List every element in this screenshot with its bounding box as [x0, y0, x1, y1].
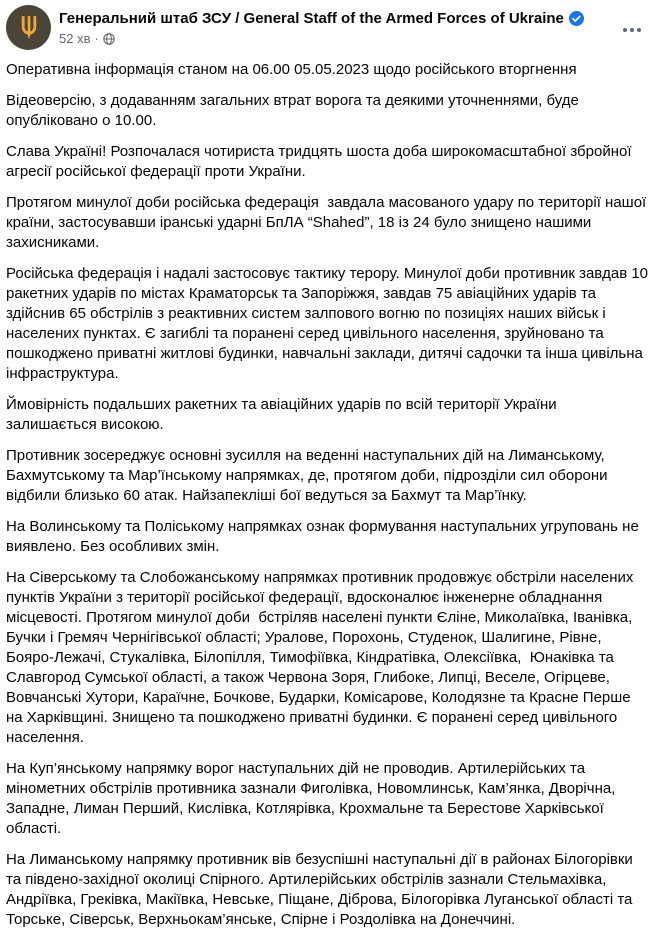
ukraine-trident-icon [19, 15, 39, 41]
page-name-link[interactable]: Генеральний штаб ЗСУ / General Staff of the Armed Forces of Ukraine [59, 10, 564, 27]
post-header [0, 0, 660, 52]
meta-row [59, 30, 648, 47]
post-paragraph: На Сіверському та Слобожанському напрямках противник продовжує обстріли населених пунктів України з території російської федерації, вдосконалює інженерне обладнання місцевості. Протягом минулої доби бстріляв населені пункти Єліне, Миколаївка, Іванівка, Бучки і Гремяч Чернігівської області; Уралове, Порохонь, Студенок, Шалигине, Рівне, Бояро-Лежачі, Стукалівка, Білопілля, Тимофіївка, Кіндратівка, Олексіївка, Юнаківка та Славгород Сумської області, а також Червона Зоря, Глибоке, Липці, Веселе, Огірцеве, Вовчанські Хутори, Караїчне, Бочкове, Бударки, Комісарове, Колодязне та Красне Перше на Харківщині. Знищено та пошкоджено приватні будинки. Є поранені серед цивільного населення. [6, 569, 638, 746]
post-paragraph: Відеоверсію, з додаванням загальних втрат ворога та деякими уточненнями, буде опубліковано о 10.00. [6, 92, 584, 129]
post-paragraph: Противник зосереджує основні зусилля на веденні наступальних дій на Лиманському, Бахмутському та Мар’їнському напрямках, де, протягом доби, підрозділи сил оборони відбили близько 60 атак. Найзапекліші бої ведуться за Бахмут та Мар’їнку. [6, 447, 612, 504]
header-text [59, 5, 648, 47]
page-avatar[interactable] [6, 5, 51, 50]
post-paragraph: Слава Україні! Розпочалася чотириста тридцять шоста доба широкомасштабної збройної агресії російської федерації проти України. [6, 143, 636, 180]
post-content [0, 52, 660, 940]
post-paragraph: На Волинському та Поліському напрямках ознак формування наступальних угруповань не виявлено. Без особливих змін. [6, 518, 643, 555]
post-paragraph: Ймовірність подальших ракетних та авіаційних ударів по всій території України залишається високою. [6, 396, 561, 433]
title-row [59, 9, 648, 28]
post-paragraph: Оперативна інформація станом на 06.00 05.05.2023 щодо російського вторгнення [6, 61, 577, 78]
ellipsis-icon [623, 28, 627, 32]
post-paragraph: Російська федерація і надалі застосовує тактику терору. Минулої доби противник завдав 10 ракетних ударів по містах Краматорськ та Запоріжжя, завдав 75 авіаційних ударів та здійснив 65 обстрілів з реактивних систем залпового вогню по позиціях наших військ і населених пунктах. Є загиблі та поранені серед цивільного населення, зруйновано та пошкоджено приватні житлові будинки, навчальні заклади, дитячі садочки та інша цивільна інфраструктура. [6, 265, 653, 382]
verified-badge-icon [569, 11, 584, 26]
post-paragraph: На Лиманському напрямку противник вів безуспішні наступальні дії в районах Білогорівки та південо-західної околиці Спірного. Артилерійських обстрілів зазнали Стельмахівка, Андріївка, Греківка, Макіївка, Невське, Піщане, Діброва, Білогорівка Луганської області та Торське, Сіверськ, Верхньокам’янське, Спірне і Роздолівка на Донеччині. [6, 851, 637, 928]
more-options-button[interactable] [618, 18, 646, 42]
post-timestamp[interactable]: 52 хв [59, 31, 91, 46]
post-paragraph: Протягом минулої доби російська федерація завдала масованого удару по території нашої країни, застосувавши іранські ударні БпЛА “Shahed”, 18 із 24 було знищено нашими захисниками. [6, 194, 651, 251]
meta-separator: · [94, 31, 99, 46]
globe-icon [103, 33, 115, 45]
post-paragraph: На Куп’янському напрямку ворог наступальних дій не проводив. Артилерійських та мінометних обстрілів противника зазнали Фиголівка, Новомлинськ, Кам’янка, Дворічна, Западне, Лиман Перший, Кислівка, Котлярівка, Крохмальне та Берестове Харківської області. [6, 760, 620, 837]
